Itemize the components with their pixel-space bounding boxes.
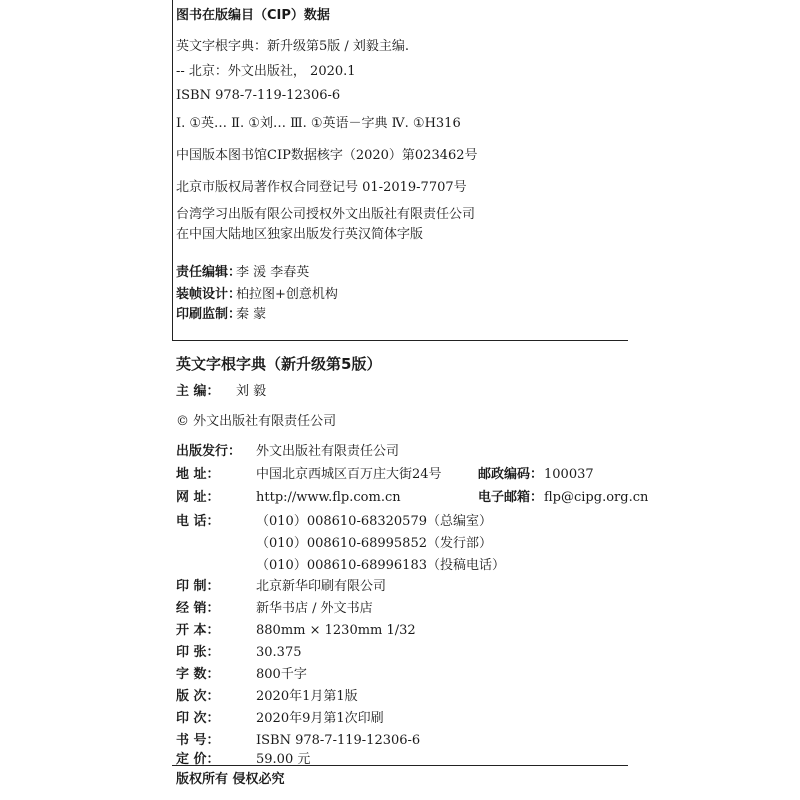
license-line-1: 台湾学习出版有限公司授权外文出版社有限责任公司: [176, 207, 476, 222]
print-value: ISBN 978-7-119-12306-6: [256, 733, 421, 748]
role-value: 秦 蒙: [236, 307, 267, 322]
role-label: 印刷监制：: [176, 307, 242, 322]
cip-publisher-line: -- 北京：外文出版社， 2020.1: [176, 64, 356, 79]
section-divider: [172, 340, 628, 341]
detail-label: 出版发行：: [176, 444, 242, 459]
license-line-2: 在中国大陆地区独家出版发行英汉简体字版: [176, 227, 424, 242]
detail-label: 网 址：: [176, 490, 220, 505]
print-value: 北京新华印刷有限公司: [256, 579, 387, 594]
print-label: 经 销：: [176, 601, 220, 616]
book-title: 英文字根字典（新升级第5版）: [176, 355, 382, 373]
print-label: 定 价：: [176, 752, 220, 767]
print-value: 30.375: [256, 645, 302, 660]
print-value: 59.00 元: [256, 752, 311, 767]
role-label: 装帧设计：: [176, 287, 242, 302]
print-label: 书 号：: [176, 733, 220, 748]
cip-title-line: 英文字根字典：新升级第5版 / 刘毅主编.: [176, 39, 410, 54]
print-value: 800千字: [256, 667, 307, 682]
cip-classification-line: Ⅰ. ①英… Ⅱ. ①刘… Ⅲ. ①英语－字典 Ⅳ. ①H316: [176, 116, 461, 131]
print-value: 2020年9月第1次印刷: [256, 711, 384, 726]
website-value: http://www.flp.com.cn: [256, 490, 401, 505]
copyright-notice: © 外文出版社有限责任公司: [176, 414, 337, 429]
role-value: 柏拉图+创意机构: [236, 287, 338, 302]
print-value: 2020年1月第1版: [256, 689, 358, 704]
detail-label: 地 址：: [176, 467, 220, 482]
print-value: 880mm × 1230mm 1/32: [256, 623, 416, 638]
print-label: 印 次：: [176, 711, 220, 726]
footer-divider: [172, 765, 628, 766]
email-value: flp@cipg.org.cn: [544, 490, 649, 505]
copyright-registration: 北京市版权局著作权合同登记号 01-2019-7707号: [176, 180, 467, 195]
phone-value: （010）008610-68320579（总编室）: [256, 514, 492, 529]
detail-value: 中国北京西城区百万庄大街24号: [256, 467, 442, 482]
editor-label: 主 编：: [176, 384, 220, 399]
cip-isbn-line: ISBN 978-7-119-12306-6: [176, 88, 341, 103]
cip-heading: 图书在版编目（CIP）数据: [176, 8, 330, 23]
rights-reserved: 版权所有 侵权必究: [176, 772, 285, 787]
print-label: 印 张：: [176, 645, 220, 660]
copyright-page: [172, 0, 649, 790]
role-label: 责任编辑：: [176, 265, 242, 280]
print-label: 开 本：: [176, 623, 220, 638]
postcode-value: 100037: [544, 467, 594, 482]
postcode-label: 邮政编码：: [478, 467, 544, 482]
print-label: 版 次：: [176, 689, 220, 704]
print-label: 字 数：: [176, 667, 220, 682]
cip-number: 中国版本图书馆CIP数据核字（2020）第023462号: [176, 148, 478, 163]
detail-value: 外文出版社有限责任公司: [256, 444, 400, 459]
role-value: 李 湲 李春英: [236, 265, 310, 280]
top-left-border: [172, 0, 173, 340]
email-label: 电子邮箱：: [478, 490, 544, 505]
print-label: 印 制：: [176, 579, 220, 594]
editor-value: 刘 毅: [236, 384, 267, 399]
detail-label: 电 话：: [176, 514, 220, 529]
phone-value: （010）008610-68995852（发行部）: [256, 536, 492, 551]
phone-value: （010）008610-68996183（投稿电话）: [256, 558, 505, 573]
print-value: 新华书店 / 外文书店: [256, 601, 373, 616]
